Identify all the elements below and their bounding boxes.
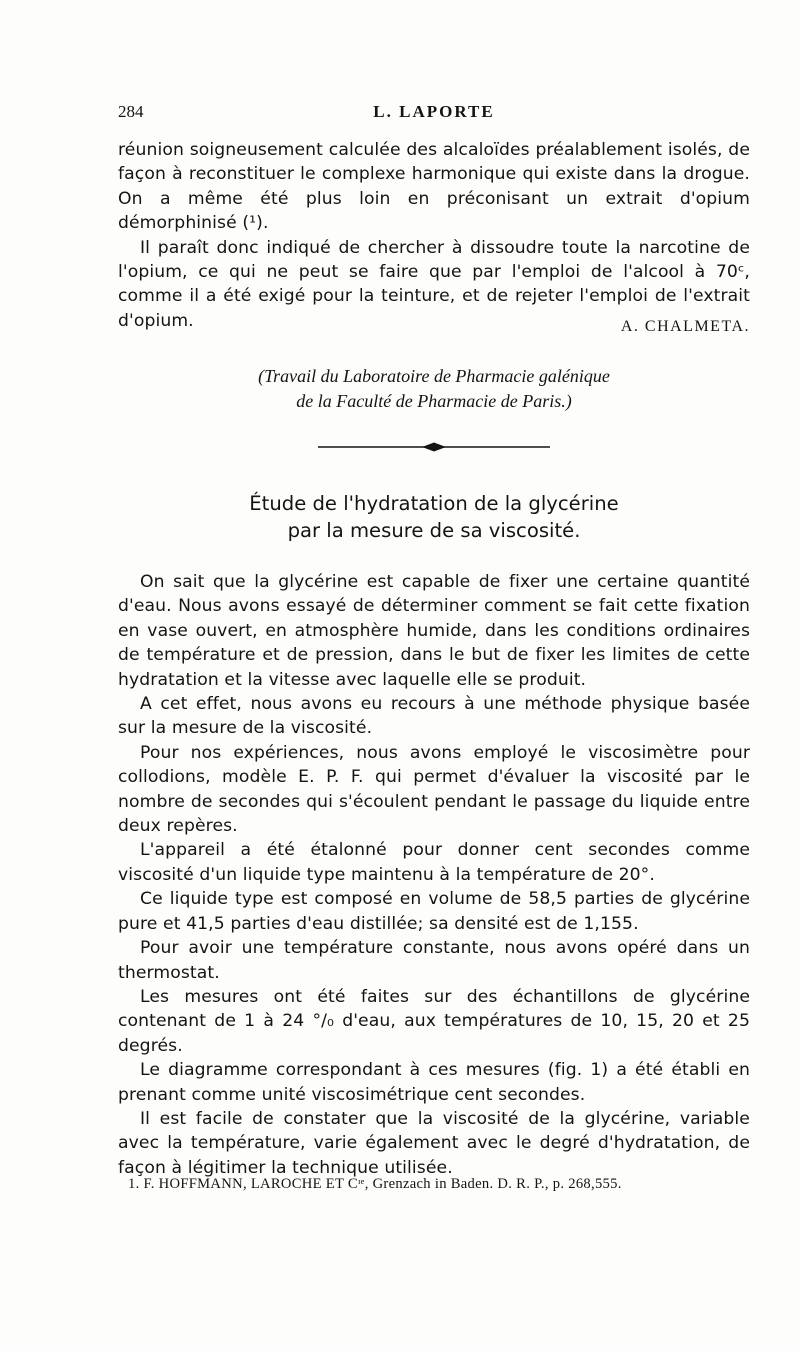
footnote: 1. F. HOFFMANN, LAROCHE ET Cᶦᵉ, Grenzach in Baden. D. R. P., p. 268,555.	[128, 1176, 622, 1192]
paragraph: Les mesures ont été faites sur des échantillons de glycérine contenant de 1 à 24 °/₀ d'eau, aux températures de 10, 15, 20 et 25 degrés.	[118, 986, 750, 1056]
paragraph: Ce liquide type est composé en volume de 58,5 parties de glycérine pure et 41,5 parties d'eau distillée; sa densité est de 1,155.	[118, 889, 750, 934]
previous-article-text	[118, 138, 750, 333]
lab-credit	[118, 364, 750, 414]
title-line: par la mesure de sa viscosité.	[287, 519, 581, 542]
lab-credit-line: de la Faculté de Pharmacie de Paris.)	[296, 391, 572, 411]
author-signature: A. CHALMETA.	[620, 318, 750, 335]
paragraph: Pour avoir une température constante, nous avons opéré dans un thermostat.	[118, 938, 750, 983]
paragraph: Il est facile de constater que la viscosité de la glycérine, variable avec la température, varie également avec le degré d'hydratation, de façon à légitimer la technique utilisée.	[118, 1108, 750, 1178]
running-head: L. LAPORTE	[373, 102, 495, 121]
paragraph: réunion soigneusement calculée des alcaloïdes préalablement isolés, de façon à reconstituer le complexe harmonique qui existe dans la drogue. On a même été plus loin en préconisant un extrait d'opium démorphinisé (¹).	[118, 140, 750, 234]
paragraph: On sait que la glycérine est capable de fixer une certaine quantité d'eau. Nous avons essayé de déterminer comment se fait cette fixation en vase ouvert, en atmosphère humide, dans les conditions ordinaires de température et de pression, dans le but de fixer les limites de cette hydratation et la vitesse avec laquelle elle se produit.	[118, 572, 750, 690]
page-header	[118, 102, 750, 126]
paragraph: Pour nos expériences, nous avons employé le viscosimètre pour collodions, modèle E. P. F. qui permet d'évaluer la viscosité par le nombre de secondes qui s'écoulent pendant le passage du liquide entre deux repères.	[118, 742, 750, 837]
paragraph: Le diagramme correspondant à ces mesures (fig. 1) a été établi en prenant comme unité viscosimétrique cent secondes.	[118, 1060, 750, 1105]
page-number: 284	[118, 102, 144, 121]
paragraph: Il paraît donc indiqué de chercher à dissoudre toute la narcotine de l'opium, ce qui ne peut se faire que par l'emploi de l'alcool à 70ᶜ, comme il a été exigé pour la teinture, et de rejeter l'emploi de l'extrait d'opium.	[118, 237, 750, 331]
article-body	[118, 570, 750, 1180]
article-title	[118, 490, 750, 544]
paragraph: L'appareil a été étalonné pour donner cent secondes comme viscosité d'un liquide type maintenu à la température de 20°.	[118, 840, 750, 885]
title-line: Étude de l'hydratation de la glycérine	[249, 492, 619, 515]
paragraph: A cet effet, nous avons eu recours à une méthode physique basée sur la mesure de la viscosité.	[118, 694, 750, 739]
lab-credit-line: (Travail du Laboratoire de Pharmacie galénique	[258, 366, 610, 386]
section-separator	[318, 442, 550, 452]
